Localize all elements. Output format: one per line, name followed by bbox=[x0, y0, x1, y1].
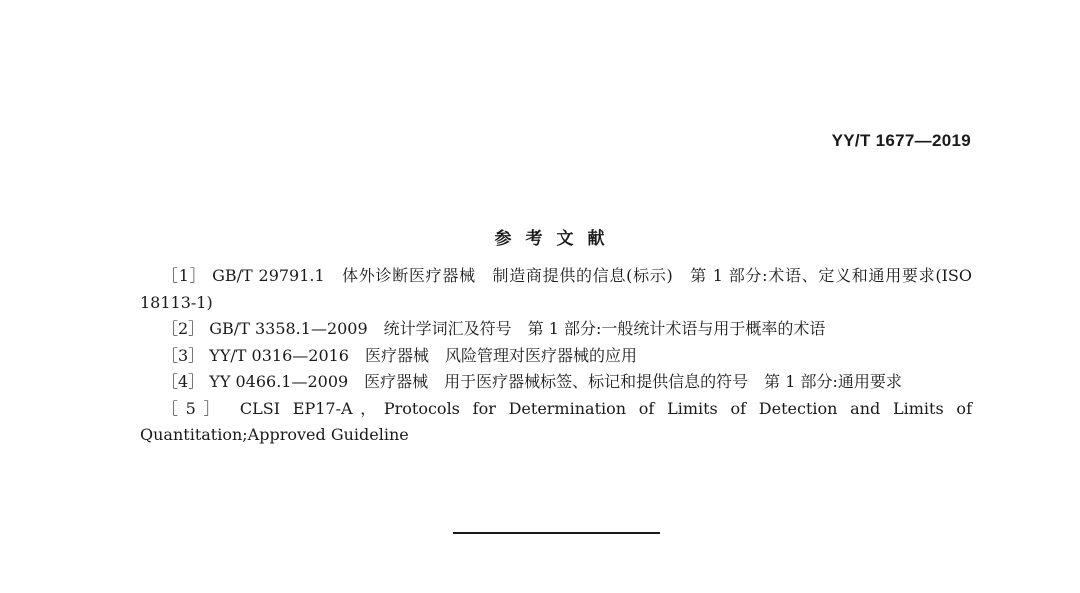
reference-item: ［3］ YY/T 0316—2016 医疗器械 风险管理对医疗器械的应用 bbox=[162, 345, 637, 365]
reference-item: ［4］ YY 0466.1—2009 医疗器械 用于医疗器械标签、标记和提供信息的符号 第 1 部分:通用要求 bbox=[162, 372, 902, 391]
reference-item: ［1］ GB/T 29791.1 体外诊断医疗器械 制造商提供的信息(标示) 第 1 部分:术语、定义和通用要求(ISO 18113-1) bbox=[140, 266, 972, 312]
reference-item: ［2］ GB/T 3358.1—2009 统计学词汇及符号 第 1 部分:一般统计术语与用于概率的术语 bbox=[162, 319, 826, 338]
document-number: YY/T 1677—2019 bbox=[831, 131, 971, 150]
reference-item: ［5］ CLSI EP17-A，Protocols for Determination of Limits of Detection and Limits of Quantitation;Approved Guideline bbox=[140, 398, 972, 444]
reference-list bbox=[140, 263, 972, 449]
end-rule bbox=[453, 532, 660, 534]
section-title: 参考文献 bbox=[494, 229, 619, 249]
